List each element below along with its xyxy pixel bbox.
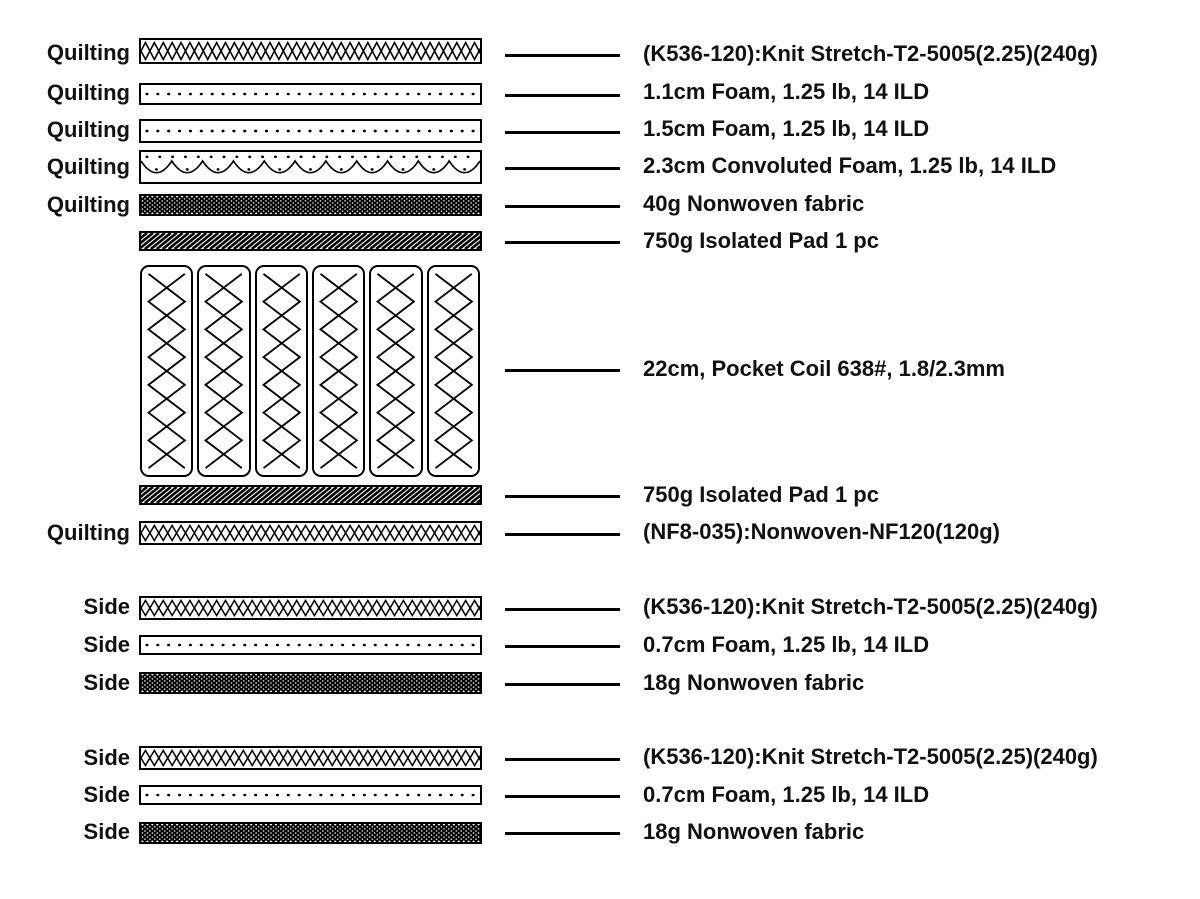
layer-left-label: Side <box>83 594 130 619</box>
layer-left-label: Side <box>83 745 130 770</box>
layer-dots <box>139 83 482 105</box>
leader-line <box>505 54 620 57</box>
layer-convoluted <box>139 150 482 184</box>
layer-spec-label: (K536-120):Knit Stretch-T2-5005(2.25)(240g) <box>643 41 1098 66</box>
layer-spec-label: 22cm, Pocket Coil 638#, 1.8/2.3mm <box>643 356 1005 381</box>
leader-line <box>505 369 620 372</box>
layer-left-label: Quilting <box>46 40 130 65</box>
layer-zigzag <box>139 521 482 545</box>
layer-crosshatch <box>139 194 482 216</box>
leader-line <box>505 167 620 170</box>
layer-spec-label: 18g Nonwoven fabric <box>643 670 865 695</box>
layer-spec-label: (K536-120):Knit Stretch-T2-5005(2.25)(240g) <box>643 744 1098 769</box>
leader-line <box>505 495 620 498</box>
leader-line <box>505 645 620 648</box>
leader-line <box>505 758 620 761</box>
layer-crosshatch <box>139 672 482 694</box>
pocket-coil-unit <box>369 265 422 477</box>
layer-zigzag <box>139 746 482 770</box>
layer-left-label: Side <box>83 632 130 657</box>
leader-line <box>505 832 620 835</box>
layer-spec-label: 40g Nonwoven fabric <box>643 191 865 216</box>
layer-spec-label: (NF8-035):Nonwoven-NF120(120g) <box>643 519 1000 544</box>
layer-spec-label: 750g Isolated Pad 1 pc <box>643 228 879 253</box>
leader-line <box>505 131 620 134</box>
pocket-coil-unit <box>427 265 480 477</box>
layer-left-label: Quilting <box>46 154 130 179</box>
layer-spec-label: 0.7cm Foam, 1.25 lb, 14 ILD <box>643 782 930 807</box>
layer-left-label: Quilting <box>46 192 130 217</box>
pocket-coil-unit <box>197 265 250 477</box>
layer-left-label: Quilting <box>46 117 130 142</box>
layer-dots <box>139 785 482 805</box>
layer-spec-label: 18g Nonwoven fabric <box>643 819 865 844</box>
layer-spec-label: 2.3cm Convoluted Foam, 1.25 lb, 14 ILD <box>643 153 1057 178</box>
leader-line <box>505 241 620 244</box>
layer-left-label: Side <box>83 782 130 807</box>
layer-dots <box>139 635 482 655</box>
layer-spec-label: 1.5cm Foam, 1.25 lb, 14 ILD <box>643 116 930 141</box>
layer-left-label: Quilting <box>46 80 130 105</box>
layer-spec-label: 1.1cm Foam, 1.25 lb, 14 ILD <box>643 79 930 104</box>
layer-zigzag <box>139 596 482 620</box>
leader-line <box>505 94 620 97</box>
layer-spec-label: 0.7cm Foam, 1.25 lb, 14 ILD <box>643 632 930 657</box>
layer-dots <box>139 119 482 143</box>
leader-line <box>505 795 620 798</box>
layer-spec-label: (K536-120):Knit Stretch-T2-5005(2.25)(240g) <box>643 594 1098 619</box>
layer-spec-label: 750g Isolated Pad 1 pc <box>643 482 879 507</box>
pocket-coil-unit <box>312 265 365 477</box>
leader-line <box>505 205 620 208</box>
leader-line <box>505 533 620 536</box>
leader-line <box>505 608 620 611</box>
layer-diagonal <box>139 231 482 251</box>
leader-line <box>505 683 620 686</box>
layer-zigzag <box>139 38 482 64</box>
layer-diagonal <box>139 485 482 505</box>
layer-left-label: Quilting <box>46 520 130 545</box>
layer-left-label: Side <box>83 670 130 695</box>
layer-crosshatch <box>139 822 482 844</box>
layer-left-label: Side <box>83 819 130 844</box>
pocket-coil-unit <box>255 265 308 477</box>
pocket-coil-unit <box>140 265 193 477</box>
